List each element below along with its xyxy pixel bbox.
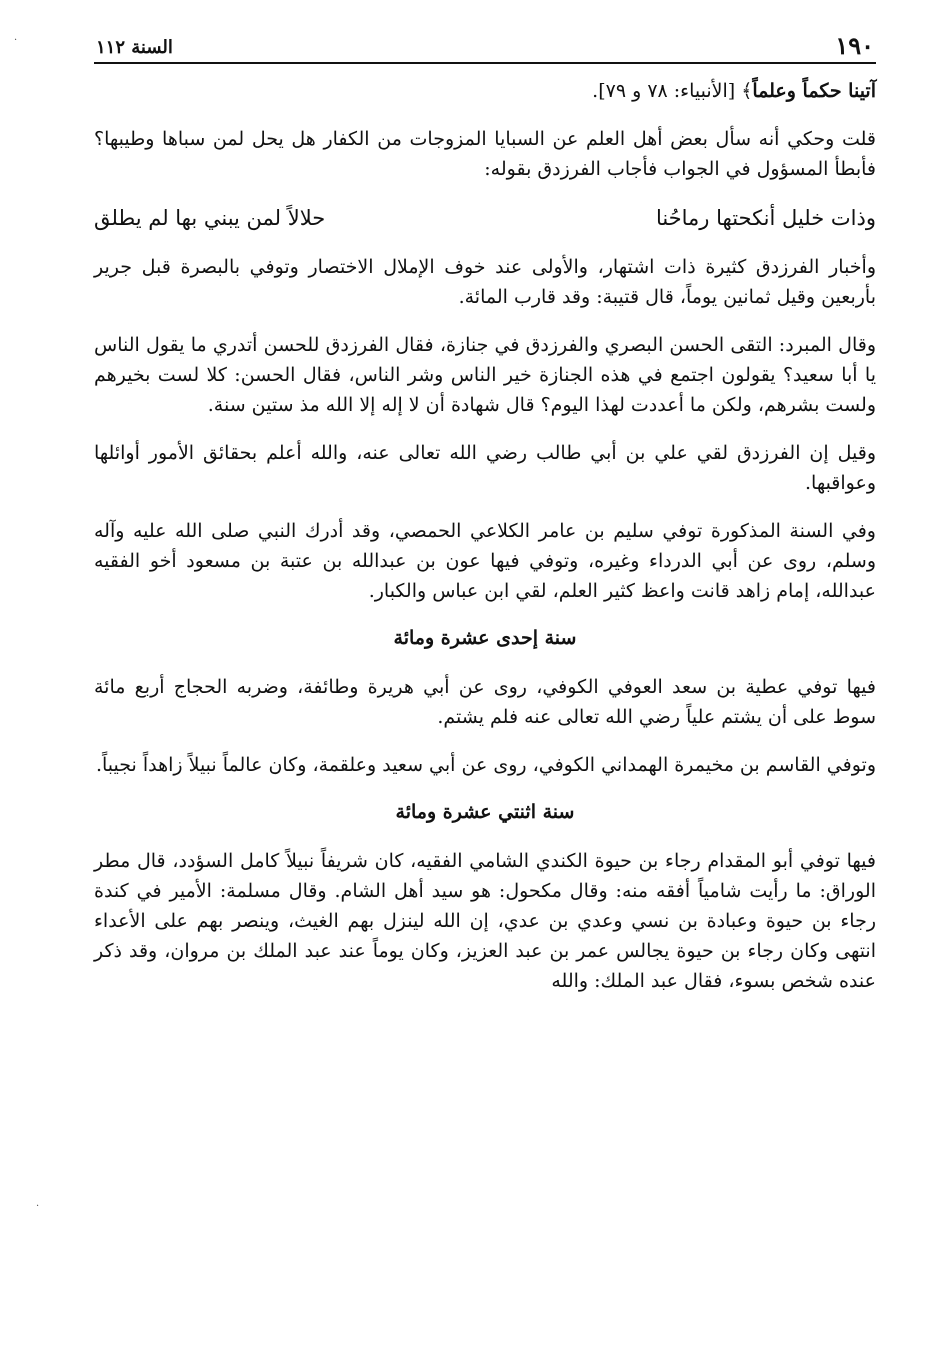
section-heading: سنة اثنتي عشرة ومائة xyxy=(395,801,575,823)
running-head: السنة ١١٢ xyxy=(96,37,173,58)
paragraph: وأخبار الفرزدق كثيرة ذات اشتهار، والأولى عند خوف الإملال الاختصار وتوفي بالبصرة قبل جرير بأربعين وقيل ثمانين يوماً، قال قتيبة: وقد قارب المائة. xyxy=(94,256,876,308)
book-page xyxy=(94,28,876,1014)
paragraph: قلت وحكي أنه سأل بعض أهل العلم عن السبايا المزوجات من الكفار هل يحل لمن سباها وطيبها؟ فأبطأ المسؤول في الجواب فأجاب الفرزدق بقوله: xyxy=(94,128,876,180)
paragraph: فيها توفي أبو المقدام رجاء بن حيوة الكندي الشامي الفقيه، كان شريفاً نبيلاً كامل السؤدد، قال مطر الوراق: ما رأيت شامياً أفقه منه: وقال مكحول: هو سيد أهل الشام. وقال مسلمة: الأمير في كندة رجاء بن حيوة وعبادة بن نسي وعدي بن عدي، إن الله لينزل بهم الغيث، وينصر بهم على الأعداء انتهى وكان رجاء بن حيوة يجالس عمر بن عبد العزيز، وكان يوماً عند عبد الملك بن مروان، وقد ذكر عنده شخص بسوء، فقال عبد الملك: والله xyxy=(94,850,876,992)
verse-first-hemistich: وذات خليل أنكحتها رماحُنا xyxy=(655,206,876,230)
paragraph: فيها توفي عطية بن سعد العوفي الكوفي، روى عن أبي هريرة وطائفة، وضربه الحجاج أربع مائة سوط على أن يشتم علياً رضي الله تعالى عنه فلم يشتم. xyxy=(94,676,876,728)
page-header xyxy=(94,28,876,64)
poetry-verse xyxy=(94,202,876,234)
paragraph: وقيل إن الفرزدق لقي علي بن أبي طالب رضي الله تعالى عنه، والله أعلم بحقائق الأمور أوائلها وعواقبها. xyxy=(94,442,876,494)
scan-mark-top-left: · xyxy=(14,35,18,46)
paragraph: وتوفي القاسم بن مخيمرة الهمداني الكوفي، روى عن أبي سعيد وعلقمة، وكان عالماً نبيلاً زاهداً نجيباً. xyxy=(95,754,876,776)
paragraph: وفي السنة المذكورة توفي سليم بن عامر الكلاعي الحمصي، وقد أدرك النبي صلى الله عليه وآله وسلم، روى عن أبي الدرداء وغيره، وتوفي فيها عون بن عبدالله بن عتبة بن مسعود أخو الفقيه عبدالله، إمام زاهد قانت واعظ كثير العلم، لقي ابن عباس والكبار. xyxy=(94,520,876,602)
quran-quote-line xyxy=(94,76,876,106)
quran-quote-reference: ﴾ [الأنبياء: ٧٨ و ٧٩]. xyxy=(592,80,753,102)
quran-quote-bold: آتينا حكماً وعلماً xyxy=(752,80,876,102)
scan-mark-left: · xyxy=(36,1201,40,1212)
page-number: ١٩٠ xyxy=(835,31,874,60)
verse-second-hemistich: حلالاً لمن يبني بها لم يطلق xyxy=(94,206,326,230)
page-content xyxy=(94,76,876,996)
paragraph: وقال المبرد: التقى الحسن البصري والفرزدق في جنازة، فقال الفرزدق للحسن أتدري ما يقول الناس يا أبا سعيد؟ يقولون اجتمع في هذه الجنازة خير الناس وشر الناس، فقال الحسن: كلا لست بخيرهم ولست بشرهم، ولكن ما أعددت لهذا اليوم؟ قال شهادة أن لا إله إلا الله مذ ستين سنة. xyxy=(94,334,876,416)
section-heading: سنة إحدى عشرة ومائة xyxy=(393,627,577,649)
